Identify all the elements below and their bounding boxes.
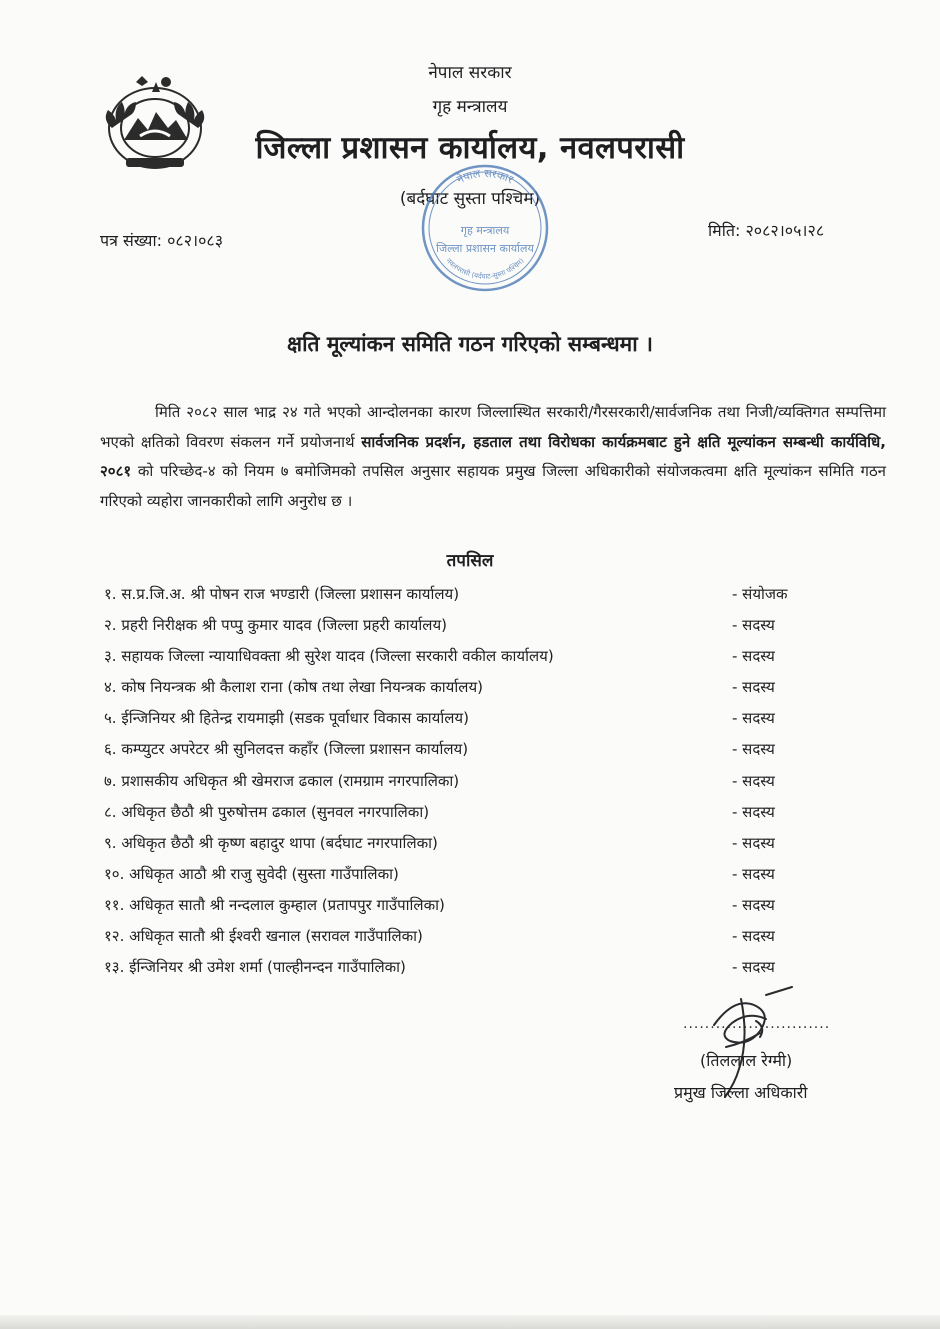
member-role: - सदस्य — [732, 958, 775, 977]
body-text-bold: सार्वजनिक प्रदर्शन, हडताल तथा विरोधका कार्यक्रमबाट हुने क्षति मूल्यांकन सम्बन्धी कार्यविधि, २०८१ — [100, 432, 886, 480]
member-role: - सदस्य — [732, 709, 775, 728]
member-name: १३. ईन्जिनियर श्री उमेश शर्मा (पाल्हीनन्दन गाउँपालिका) — [104, 958, 406, 977]
member-role: - सदस्य — [732, 833, 775, 852]
stamp-text-bottom: नवलपरासी (बर्दघाट-सुस्ता पश्चिम) — [444, 256, 526, 281]
body-text-part2: को परिच्छेद-४ को नियम ७ बमोजिमको तपसिल अनुसार सहायक प्रमुख जिल्ला अधिकारीको संयोजकत्वमा क्षति मूल्यांकन समिति गठन गरिएको व्यहोरा जानकारीको लागि अनुरोध छ । — [100, 462, 886, 510]
member-role: - संयोजक — [732, 585, 788, 603]
member-role: - सदस्य — [732, 927, 775, 946]
member-name: ४. कोष नियन्त्रक श्री कैलाश राना (कोष तथा लेखा नियन्त्रक कार्यालय) — [104, 678, 483, 697]
list-item — [104, 860, 844, 891]
letter-date: मिति: २०८२।०५।२८ — [708, 221, 825, 240]
member-role: - सदस्य — [732, 616, 775, 635]
list-item — [104, 953, 844, 984]
member-name: ३. सहायक जिल्ला न्यायाधिवक्ता श्री सुरेश यादव (जिल्ला सरकारी वकील कार्यालय) — [104, 647, 554, 666]
office-stamp-icon — [410, 152, 560, 297]
member-role: - सदस्य — [732, 895, 775, 914]
list-item — [104, 798, 844, 829]
member-name: ६. कम्प्युटर अपरेटर श्री सुनिलदत्त कहाँर (जिल्ला प्रशासन कार्यालय) — [104, 740, 469, 759]
signature-line: ........................... — [683, 1016, 831, 1032]
member-name: २. प्रहरी निरीक्षक श्री पप्पु कुमार यादव (जिल्ला प्रहरी कार्यालय) — [104, 616, 447, 635]
page-bottom-edge — [0, 1315, 940, 1329]
list-item — [104, 829, 844, 860]
subject-line: क्षति मूल्यांकन समिति गठन गरिएको सम्बन्धमा । — [287, 332, 653, 356]
office-location: (बर्दघाट सुस्ता पश्चिम) — [399, 189, 541, 209]
member-name: १२. अधिकृत सातौ श्री ईश्वरी खनाल (सरावल गाउँपालिका) — [104, 927, 423, 946]
member-role: - सदस्य — [732, 678, 775, 697]
list-item — [104, 767, 844, 798]
stamp-text-office: जिल्ला प्रशासन कार्यालय — [436, 242, 534, 255]
member-role: - सदस्य — [732, 864, 775, 883]
member-list — [104, 580, 844, 984]
list-title: तपसिल — [446, 551, 494, 571]
member-name: ८. अधिकृत छैठौ श्री पुरुषोत्तम ढकाल (सुनवल नगरपालिका) — [104, 802, 430, 821]
list-item — [104, 580, 844, 611]
ministry-name: गृह मन्त्रालय — [432, 97, 508, 117]
list-item — [104, 891, 844, 922]
member-name: ५. ईन्जिनियर श्री हितेन्द्र रायमाझी (सडक पूर्वाधार विकास कार्यालय) — [104, 709, 469, 728]
member-role: - सदस्य — [732, 647, 775, 666]
svg-text:नवलपरासी (बर्दघाट-सुस्ता पश्चि — [444, 257, 525, 281]
member-name: ११. अधिकृत सातौ श्री नन्दलाल कुम्हाल (प्रतापपुर गाउँपालिका) — [104, 895, 445, 914]
member-name: ९. अधिकृत छैठौ श्री कृष्ण बहादुर थापा (बर्दघाट नगरपालिका) — [104, 833, 438, 852]
member-name: ७. प्रशासकीय अधिकृत श्री खेमराज ढकाल (रामग्राम नगरपालिका) — [104, 771, 460, 790]
government-name: नेपाल सरकार — [428, 63, 512, 83]
body-paragraph — [100, 398, 886, 516]
list-item — [104, 642, 844, 673]
list-item — [104, 922, 844, 953]
list-item — [104, 673, 844, 704]
member-role: - सदस्य — [732, 771, 775, 790]
signatory-title: प्रमुख जिल्ला अधिकारी — [674, 1083, 808, 1102]
reference-number: पत्र संख्या: ०८२।०८३ — [100, 231, 224, 250]
office-title: जिल्ला प्रशासन कार्यालय, नवलपरासी — [255, 130, 685, 166]
member-name: १. स.प्र.जि.अ. श्री पोषन राज भण्डारी (जिल्ला प्रशासन कार्यालय) — [104, 585, 460, 603]
list-item — [104, 735, 844, 766]
list-item — [104, 704, 844, 735]
member-role: - सदस्य — [732, 740, 775, 759]
stamp-text-middle: गृह मन्त्रालय — [460, 224, 510, 237]
member-role: - सदस्य — [732, 802, 775, 821]
body-text-part1: मिति २०८२ साल भाद्र २४ गते भएको आन्दोलनका कारण जिल्लास्थित सरकारी/गैरसरकारी/सार्वजनिक तथा निजी/व्यक्तिगत सम्पत्तिमा भएको क्षतिको विवरण संकलन गर्ने प्रयोजनार्थ — [100, 403, 886, 451]
list-item — [104, 611, 844, 642]
signatory-name: (तिललाल रेग्मी) — [700, 1051, 793, 1070]
member-name: १०. अधिकृत आठौ श्री राजु सुवेदी (सुस्ता गाउँपालिका) — [104, 864, 399, 883]
stamp-text-top: नेपाल सरकार — [454, 166, 516, 187]
